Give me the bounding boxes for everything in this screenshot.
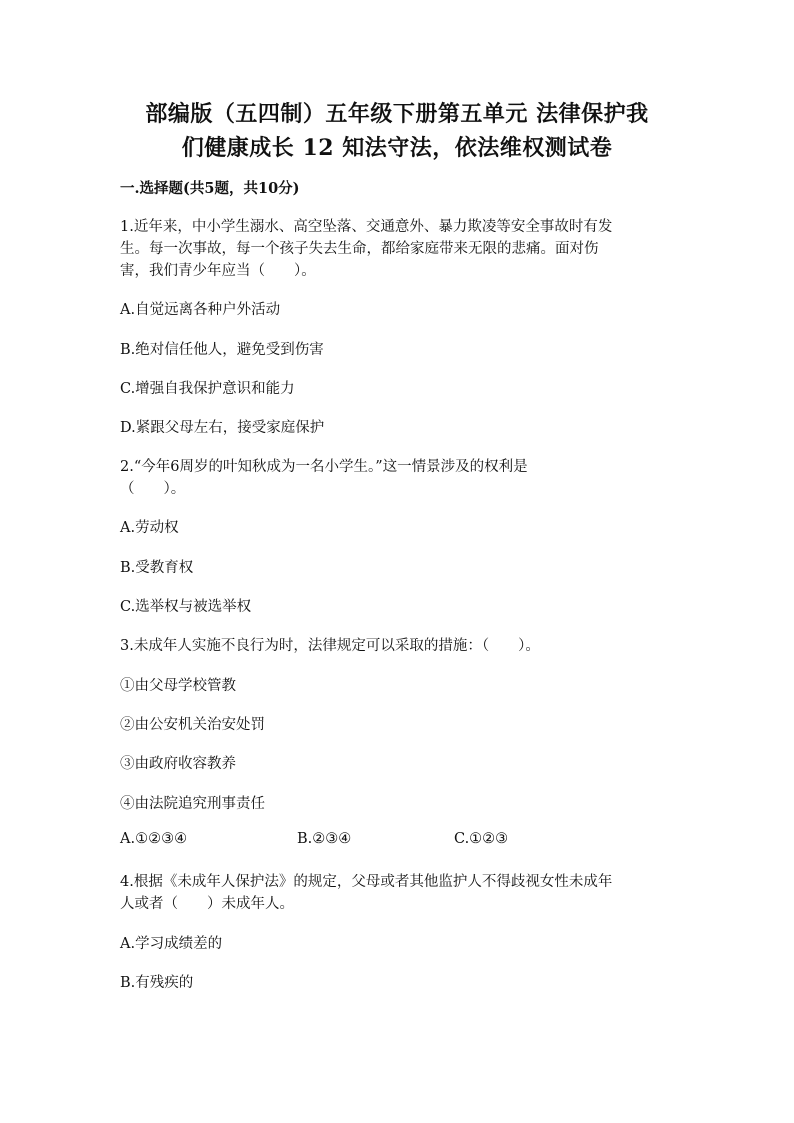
question-1-text: 1.近年来，中小学生溺水、高空坠落、交通意外、暴力欺凌等安全事故时有发 (120, 219, 613, 235)
question-3-item: ①由父母学校管教 (120, 678, 236, 694)
question-2-option-b: B.受教育权 (120, 560, 194, 576)
page-title-line-2: 们健康成长 12 知法守法，依法维权测试卷 (181, 135, 613, 161)
question-1-text: 害，我们青少年应当（ ）。 (120, 263, 316, 279)
question-4-text: 4.根据《未成年人保护法》的规定，父母或者其他监护人不得歧视女性未成年 (120, 874, 613, 890)
question-1-option-b: B.绝对信任他人，避免受到伤害 (120, 342, 324, 358)
question-1-option-c: C.增强自我保护意识和能力 (120, 381, 295, 397)
question-4-text: 人或者（ ）未成年人。 (120, 896, 294, 912)
question-3-item: ②由公安机关治安处罚 (120, 717, 265, 733)
question-1-option-d: D.紧跟父母左右，接受家庭保护 (120, 420, 325, 436)
question-4-option-a: A.学习成绩差的 (120, 936, 223, 952)
question-4-option-b: B.有残疾的 (120, 975, 194, 991)
question-2-option-c: C.选举权与被选举权 (120, 599, 252, 615)
question-3-option-a: A.①②③④ (120, 831, 188, 847)
question-2-text: 2.“今年6周岁的叶知秋成为一名小学生。”这一情景涉及的权利是 (120, 459, 528, 475)
section-heading: 一.选择题(共5题，共10分) (120, 180, 300, 197)
question-2-option-a: A.劳动权 (120, 520, 179, 536)
question-3-option-b: B.②③④ (297, 831, 352, 847)
question-1-text: 生。每一次事故，每一个孩子失去生命，都给家庭带来无限的悲痛。面对伤 (120, 241, 599, 257)
question-1-option-a: A.自觉远离各种户外活动 (120, 302, 281, 318)
page-title-line-1: 部编版（五四制）五年级下册第五单元 法律保护我 (145, 101, 649, 127)
question-3-option-c: C.①②③ (454, 831, 509, 847)
question-3-item: ④由法院追究刑事责任 (120, 796, 265, 812)
question-3-text: 3.未成年人实施不良行为时，法律规定可以采取的措施：（ ）。 (120, 638, 540, 654)
question-2-text: （ ）。 (120, 481, 186, 497)
question-3-item: ③由政府收容教养 (120, 756, 236, 772)
